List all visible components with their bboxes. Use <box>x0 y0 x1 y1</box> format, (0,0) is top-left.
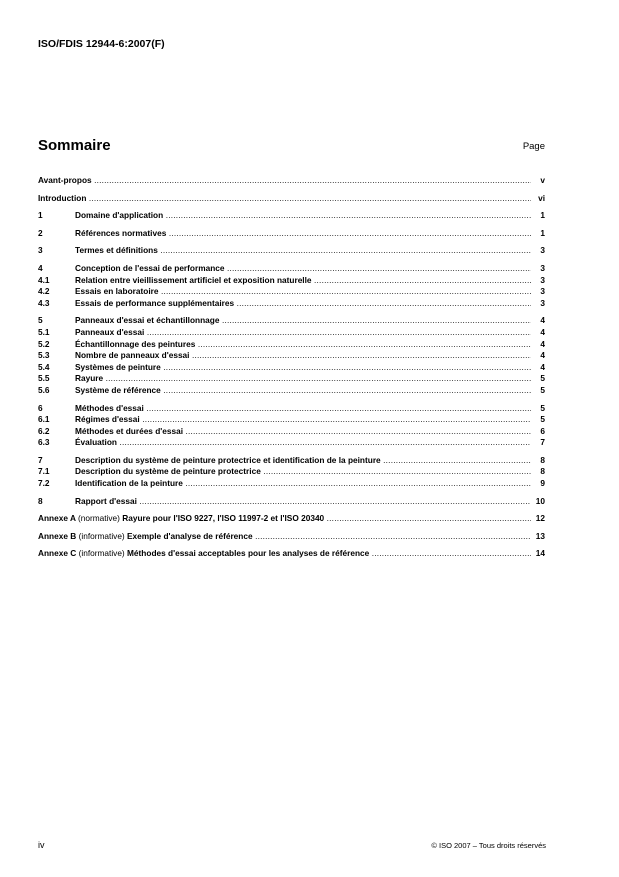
toc-entry[interactable] <box>38 315 545 327</box>
toc-entry[interactable] <box>38 175 545 187</box>
toc-entry-number: 7.2 <box>38 478 50 489</box>
toc-entry[interactable] <box>38 339 545 351</box>
toc-entry-page: 13 <box>535 530 545 541</box>
toc-entry[interactable] <box>38 210 545 222</box>
toc-entry-number: 5.6 <box>38 384 50 395</box>
toc-annex-entry[interactable] <box>38 531 545 543</box>
annex-type: (normative) <box>77 513 120 524</box>
toc-entry[interactable] <box>38 228 545 240</box>
table-of-contents <box>38 175 545 560</box>
toc-entry-title: Nombre de panneaux d'essai <box>75 350 190 361</box>
toc-entry-page: 5 <box>540 414 545 425</box>
toc-entry-title: Références normatives <box>75 227 167 238</box>
toc-entry-number: 3 <box>38 245 43 256</box>
toc-entry-number: 6.3 <box>38 437 50 448</box>
toc-entry-number: 5.1 <box>38 326 50 337</box>
page-column-label: Page <box>522 141 545 152</box>
toc-entry[interactable] <box>38 193 545 205</box>
toc-entry-number: 5.5 <box>38 373 50 384</box>
toc-entry-page: 10 <box>535 495 545 506</box>
toc-entry-page: 4 <box>540 350 545 361</box>
annex-type: (informative) <box>78 530 125 541</box>
footer-copyright: © ISO 2007 – Tous droits réservés <box>431 841 546 850</box>
toc-entry-page: 3 <box>540 286 545 297</box>
toc-entry-page: 3 <box>540 245 545 256</box>
annex-label: Annexe A <box>38 513 76 524</box>
toc-entry-number: 4.3 <box>38 297 50 308</box>
toc-annex-entry[interactable] <box>38 513 545 525</box>
toc-entry[interactable] <box>38 496 545 508</box>
toc-entry-title: Panneaux d'essai et échantillonnage <box>75 315 220 326</box>
toc-entry-page: 5 <box>540 384 545 395</box>
toc-entry-title: Termes et définitions <box>75 245 158 256</box>
toc-entry[interactable] <box>38 373 545 385</box>
toc-entry-title: Introduction <box>38 192 87 203</box>
toc-entry-title: Rapport d'essai <box>75 495 137 506</box>
toc-entry[interactable] <box>38 275 545 287</box>
toc-entry-number: 7.1 <box>38 466 50 477</box>
toc-entry-page: 5 <box>540 373 545 384</box>
toc-entry[interactable] <box>38 403 545 415</box>
toc-entry-number: 5 <box>38 315 43 326</box>
toc-entry-title: Conception de l'essai de performance <box>75 262 225 273</box>
annex-label: Annexe C <box>38 548 77 559</box>
toc-entry-page: 9 <box>540 478 545 489</box>
toc-entry-page: 8 <box>540 466 545 477</box>
toc-entry[interactable] <box>38 414 545 426</box>
toc-entry-number: 5.4 <box>38 361 50 372</box>
toc-entry-title: Systèmes de peinture <box>75 361 161 372</box>
toc-entry-page: 3 <box>540 274 545 285</box>
toc-entry[interactable] <box>38 466 545 478</box>
toc-entry[interactable] <box>38 245 545 257</box>
toc-entry[interactable] <box>38 327 545 339</box>
toc-entry-number: 6.1 <box>38 414 50 425</box>
annex-title: Méthodes d'essai acceptables pour les analyses de référence <box>127 548 370 559</box>
toc-entry[interactable] <box>38 286 545 298</box>
toc-entry-number: 8 <box>38 495 43 506</box>
toc-entry-number: 6 <box>38 402 43 413</box>
toc-entry-page: 5 <box>540 402 545 413</box>
toc-entry-number: 4 <box>38 262 43 273</box>
toc-entry-page: vi <box>538 192 545 203</box>
toc-entry[interactable] <box>38 478 545 490</box>
toc-entry-page: 4 <box>540 361 545 372</box>
toc-entry-page: 6 <box>540 425 545 436</box>
toc-entry-number: 5.2 <box>38 338 50 349</box>
toc-entry[interactable] <box>38 455 545 467</box>
toc-entry-title: Évaluation <box>75 437 117 448</box>
toc-entry-title: Essais de performance supplémentaires <box>75 297 235 308</box>
toc-entry-page: 1 <box>540 227 545 238</box>
toc-entry-title: Description du système de peinture protectrice et identification de la peinture <box>75 454 381 465</box>
toc-entry-title: Méthodes d'essai <box>75 402 144 413</box>
toc-entry-title: Identification de la peinture <box>75 478 183 489</box>
toc-entry-page: 14 <box>535 548 545 559</box>
toc-entry-page: 12 <box>535 513 545 524</box>
document-id: ISO/FDIS 12944-6:2007(F) <box>38 38 165 50</box>
toc-entry[interactable] <box>38 426 545 438</box>
toc-entry-title: Échantillonnage des peintures <box>75 338 196 349</box>
toc-entry-page: 7 <box>540 437 545 448</box>
toc-entry-page: 4 <box>540 315 545 326</box>
toc-annex-entry[interactable] <box>38 548 545 560</box>
toc-entry-title: Méthodes et durées d'essai <box>75 425 184 436</box>
toc-entry-title: Panneaux d'essai <box>75 326 145 337</box>
toc-entry[interactable] <box>38 437 545 449</box>
toc-entry-number: 4.1 <box>38 274 50 285</box>
toc-entry-page: 3 <box>540 297 545 308</box>
toc-entry-number: 6.2 <box>38 425 50 436</box>
toc-entry-title: Avant-propos <box>38 175 92 185</box>
toc-entry[interactable] <box>38 385 545 397</box>
toc-entry[interactable] <box>38 362 545 374</box>
annex-title: Rayure pour l'ISO 9227, l'ISO 11997-2 et l'ISO 20340 <box>122 513 325 524</box>
toc-entry-page: 4 <box>540 326 545 337</box>
toc-entry-title: Domaine d'application <box>75 210 164 221</box>
toc-entry-title: Essais en laboratoire <box>75 286 159 297</box>
toc-entry[interactable] <box>38 350 545 362</box>
toc-entry-number: 5.3 <box>38 350 50 361</box>
toc-title: Sommaire <box>38 137 111 154</box>
toc-entry-number: 7 <box>38 454 43 465</box>
toc-entry-page: 3 <box>540 262 545 273</box>
toc-entry[interactable] <box>38 263 545 275</box>
toc-entry-title: Relation entre vieillissement artificiel et exposition naturelle <box>75 274 312 285</box>
annex-title: Exemple d'analyse de référence <box>127 530 253 541</box>
toc-entry-title: Rayure <box>75 373 104 384</box>
toc-entry-title: Description du système de peinture protectrice <box>75 466 261 477</box>
toc-entry[interactable] <box>38 298 545 310</box>
toc-entry-number: 4.2 <box>38 286 50 297</box>
toc-entry-title: Système de référence <box>75 384 161 395</box>
annex-label: Annexe B <box>38 530 77 541</box>
toc-entry-page: 1 <box>540 210 545 221</box>
toc-entry-page: 8 <box>540 454 545 465</box>
footer-page-number: iv <box>38 840 45 850</box>
annex-type: (informative) <box>78 548 125 559</box>
toc-entry-page: 4 <box>540 338 545 349</box>
toc-entry-number: 1 <box>38 210 43 221</box>
toc-entry-title: Régimes d'essai <box>75 414 140 425</box>
toc-entry-page: v <box>540 175 545 185</box>
toc-entry-number: 2 <box>38 227 43 238</box>
